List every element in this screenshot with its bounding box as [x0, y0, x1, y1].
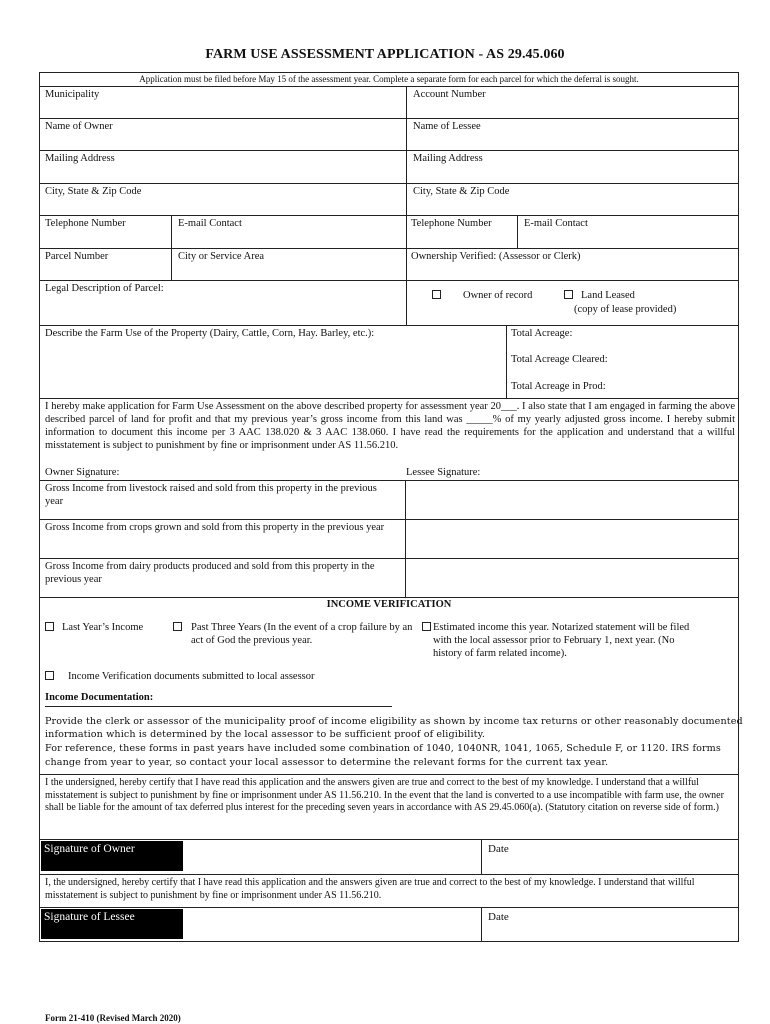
owner-signature-input[interactable] — [184, 841, 480, 871]
owner-of-record-option[interactable] — [432, 290, 532, 301]
last-year-income-label: Last Year’s Income — [62, 622, 144, 633]
income-documentation-heading: Income Documentation: — [45, 692, 154, 703]
form-footer: Form 21-410 (Revised March 2020) — [45, 1013, 181, 1023]
income-documentation-line-2: information which is determined by the local assessor to be sufficient proof of eligibility. — [45, 729, 485, 740]
lessee-city-state-zip-field[interactable]: City, State & Zip Code — [413, 186, 510, 197]
livestock-income-row[interactable]: Gross Income from livestock raised and sold from this property in the previous year — [45, 483, 377, 507]
lessee-certification: I, the undersigned, hereby certify that I have read this application and the answers given are true and correct to the best of my knowledge. I understand that willful misstatement is subject to punishment by fine or imprisonment under AS 11.56.210. — [45, 877, 695, 901]
farm-use-description-field[interactable]: Describe the Farm Use of the Property (Dairy, Cattle, Corn, Hay. Barley, etc.): — [45, 328, 375, 339]
land-leased-label: Land Leased — [581, 290, 635, 301]
form-title: FARM USE ASSESSMENT APPLICATION - AS 29.45.060 — [205, 47, 565, 62]
lessee-mailing-address-field[interactable]: Mailing Address — [413, 153, 483, 164]
lessee-signature-input[interactable] — [184, 909, 480, 939]
past-three-years-label: Past Three Years (In the event of a crop failure by an act of God the previous year. — [191, 622, 413, 646]
legal-description-field[interactable]: Legal Description of Parcel: — [45, 283, 164, 294]
application-statement: I hereby make application for Farm Use Assessment on the above described property for assessment year 20___. I also state that I am engaged in farming the above described parcel of land for profit and that my previous year’s gross income from this land was _____% of my yearly adjusted gross income. I hereby submit information to document this income per 3 AAC 138.020 & 3 AAC 138.060. I have read the requirements for the application and understand that a willful misstatement is subject to punishment by fine or imprisonment under AS 11.56.210. — [45, 401, 735, 451]
land-leased-option[interactable] — [564, 290, 635, 301]
documents-submitted-checkbox[interactable] — [45, 671, 54, 680]
owner-city-state-zip-field[interactable]: City, State & Zip Code — [45, 186, 142, 197]
signature-of-lessee-label: Signature of Lessee — [41, 909, 183, 939]
income-documentation-line-3: For reference, these forms in past years have included some combination of 1040, 1040NR, 1041, 1065, Schedule F, or 1120. IRS forms — [45, 743, 721, 754]
estimated-income-checkbox[interactable] — [422, 622, 431, 631]
lessee-email-field[interactable]: E-mail Contact — [524, 218, 588, 229]
lessee-telephone-field[interactable]: Telephone Number — [411, 218, 492, 229]
estimated-income-label: Estimated income this year. Notarized statement will be filed with the local assessor prior to February 1, next year. (No history of farm related income). — [433, 622, 690, 659]
ownership-verified-field[interactable]: Ownership Verified: (Assessor or Clerk) — [411, 251, 581, 262]
documents-submitted-label: Income Verification documents submitted to local assessor — [68, 671, 315, 682]
filing-instruction: Application must be filed before May 15 of the assessment year. Complete a separate form for each parcel for which the deferral is sought. — [139, 74, 639, 84]
owner-signature-label[interactable]: Owner Signature: — [45, 467, 120, 478]
dairy-income-row[interactable]: Gross Income from dairy products produced and sold from this property in the previous year — [45, 561, 375, 585]
lessee-signature-label[interactable]: Lessee Signature: — [406, 467, 481, 478]
lessee-name-field[interactable]: Name of Lessee — [413, 121, 481, 132]
city-service-area-field[interactable]: City or Service Area — [178, 251, 265, 262]
total-acreage-prod-field[interactable]: Total Acreage in Prod: — [511, 381, 606, 392]
income-verification-heading: INCOME VERIFICATION — [326, 599, 452, 610]
income-documentation-line-4: change from year to year, so contact your local assessor to determine the relevant forms for the current tax year. — [45, 757, 609, 768]
last-year-income-checkbox[interactable] — [45, 622, 54, 631]
account-number-field[interactable]: Account Number — [413, 89, 486, 100]
copy-of-lease-note: (copy of lease provided) — [574, 304, 677, 315]
owner-telephone-field[interactable]: Telephone Number — [45, 218, 126, 229]
signature-of-owner-label: Signature of Owner — [41, 841, 183, 871]
owner-date-field[interactable]: Date — [488, 843, 509, 855]
owner-name-field[interactable]: Name of Owner — [45, 121, 113, 132]
total-acreage-field[interactable]: Total Acreage: — [511, 328, 573, 339]
lessee-date-field[interactable]: Date — [488, 911, 509, 923]
owner-email-field[interactable]: E-mail Contact — [178, 218, 242, 229]
income-documentation-line-1: Provide the clerk or assessor of the municipality proof of income eligibility as shown by income tax returns or other reasonably documented — [45, 716, 743, 727]
estimated-income-option[interactable] — [422, 622, 431, 633]
land-leased-checkbox[interactable] — [564, 290, 573, 299]
past-three-years-option[interactable] — [173, 622, 190, 633]
documents-submitted-option[interactable] — [45, 671, 315, 682]
total-acreage-cleared-field[interactable]: Total Acreage Cleared: — [511, 354, 608, 365]
owner-mailing-address-field[interactable]: Mailing Address — [45, 153, 115, 164]
municipality-field[interactable]: Municipality — [45, 89, 100, 100]
owner-certification: I the undersigned, hereby certify that I have read this application and the answers given are true and correct to the best of my knowledge. I understand that a willful misstatement is subject to punishment by fine or imprisonment under AS 11.56.210. In the event that the land is converted to a use incompatible with farm use, the owner shall be liable for the amount of tax deferred plus interest for the preceding seven years in accordance with AS 29.45.060(a). (Statutory citation on reverse side of form.) — [45, 777, 724, 813]
crops-income-row[interactable]: Gross Income from crops grown and sold from this property in the previous year — [45, 522, 385, 533]
owner-of-record-checkbox[interactable] — [432, 290, 441, 299]
owner-of-record-label: Owner of record — [463, 290, 533, 301]
parcel-number-field[interactable]: Parcel Number — [45, 251, 109, 262]
last-year-income-option[interactable] — [45, 622, 143, 633]
past-three-years-checkbox[interactable] — [173, 622, 182, 631]
